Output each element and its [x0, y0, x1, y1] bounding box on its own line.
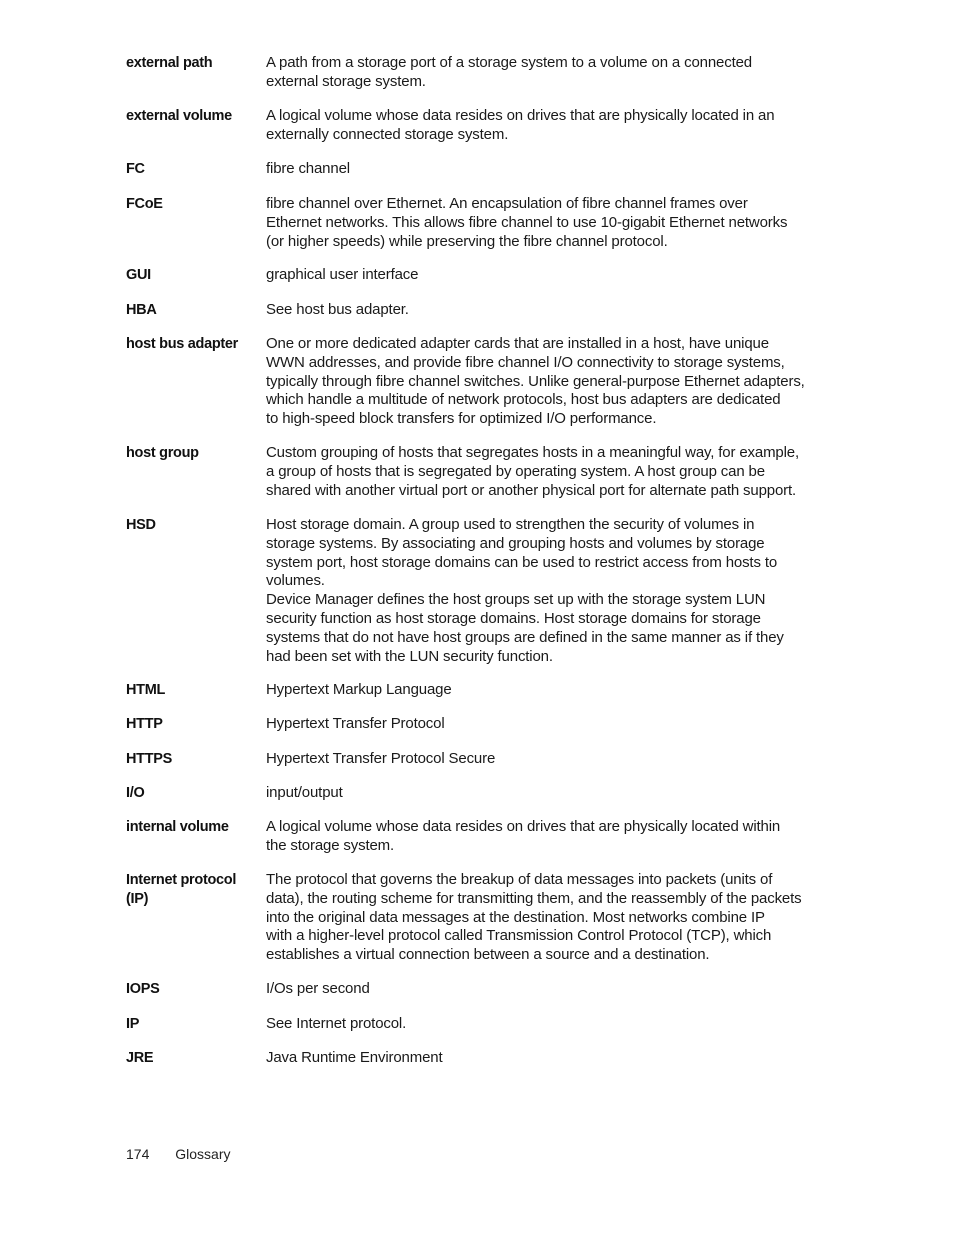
- definition-line: typically through fibre channel switches. Unlike general-purpose Ethernet adapters,: [266, 372, 805, 390]
- definition-line: Host storage domain. A group used to strengthen the security of volumes in: [266, 516, 755, 533]
- glossary-term-line: HBA: [126, 302, 157, 318]
- glossary-term-line: Internet protocol: [126, 872, 237, 888]
- glossary-term-line: HTTPS: [126, 751, 173, 767]
- definition-line: which handle a multitude of network protocols, host bus adapters are dedicated: [266, 391, 781, 409]
- glossary-definition: [266, 107, 806, 145]
- glossary-term: [126, 160, 256, 179]
- glossary-term: [126, 681, 256, 700]
- glossary-definition: [266, 444, 806, 500]
- definition-line: external storage system.: [266, 72, 426, 90]
- glossary-term: [126, 195, 256, 214]
- glossary-definition: [266, 818, 806, 856]
- glossary-term: [126, 715, 256, 734]
- glossary-definition: [266, 195, 806, 251]
- glossary-term: [126, 266, 256, 285]
- definition-line: A logical volume whose data resides on drives that are physically located within: [266, 818, 781, 835]
- glossary-term-line: I/O: [126, 785, 145, 801]
- glossary-definition: [266, 784, 806, 803]
- glossary-term-line: HSD: [126, 517, 156, 533]
- page-number: 174: [126, 1146, 150, 1162]
- definition-line: a group of hosts that is segregated by operating system. A host group can be: [266, 462, 765, 480]
- definition-line: the storage system.: [266, 836, 395, 854]
- definition-line: to high-speed block transfers for optimized I/O performance.: [266, 410, 657, 428]
- glossary-definition: [266, 681, 806, 700]
- glossary-term-line: external volume: [126, 108, 232, 124]
- definition-line: had been set with the LUN security function.: [266, 647, 553, 665]
- definition-line: system port, host storage domains can be used to restrict access from hosts to: [266, 553, 778, 571]
- definition-line: Device Manager defines the host groups set up with the storage system LUN: [266, 591, 766, 609]
- glossary-definition: [266, 980, 806, 999]
- page-footer: [126, 1145, 230, 1163]
- glossary-term-line: HTML: [126, 682, 166, 698]
- definition-line: systems that do not have host groups are defined in the same manner as if they: [266, 628, 784, 646]
- definition-line: shared with another virtual port or another physical port for alternate path support.: [266, 481, 797, 499]
- glossary-term-line: (IP): [126, 890, 149, 907]
- definition-line: I/Os per second: [266, 980, 370, 997]
- glossary-term: [126, 1049, 256, 1068]
- glossary-term-line: GUI: [126, 267, 151, 283]
- definition-line: See Internet protocol.: [266, 1015, 407, 1032]
- glossary-term-line: HTTP: [126, 716, 163, 732]
- definition-line: A logical volume whose data resides on drives that are physically located in an: [266, 107, 775, 124]
- definition-line: fibre channel over Ethernet. An encapsulation of fibre channel frames over: [266, 195, 748, 212]
- glossary-term-line: IOPS: [126, 981, 160, 997]
- glossary-term: [126, 54, 256, 73]
- glossary-definition: [266, 516, 806, 666]
- glossary-term: [126, 871, 256, 909]
- glossary-term-line: IP: [126, 1016, 140, 1032]
- glossary-term-line: external path: [126, 55, 213, 71]
- glossary-definition: [266, 266, 806, 285]
- glossary-term: [126, 444, 256, 463]
- glossary-term: [126, 1015, 256, 1034]
- glossary-term-line: host group: [126, 445, 199, 461]
- definition-line: data), the routing scheme for transmitting them, and the reassembly of the packets: [266, 889, 802, 907]
- footer-section-name: Glossary: [175, 1146, 231, 1162]
- glossary-term: [126, 301, 256, 320]
- definition-line: volumes.: [266, 572, 325, 590]
- glossary-definition: [266, 160, 806, 179]
- definition-line: into the original data messages at the destination. Most networks combine IP: [266, 908, 765, 926]
- glossary-definition: [266, 1049, 806, 1068]
- glossary-term-line: FCoE: [126, 196, 163, 212]
- definition-line: WWN addresses, and provide fibre channel I/O connectivity to storage systems,: [266, 353, 785, 371]
- definition-line: (or higher speeds) while preserving the fibre channel protocol.: [266, 232, 668, 250]
- glossary-term-line: FC: [126, 161, 145, 177]
- definition-line: Hypertext Transfer Protocol: [266, 715, 445, 732]
- glossary-term-line: internal volume: [126, 819, 229, 835]
- glossary-term-line: host bus adapter: [126, 336, 239, 352]
- glossary-term: [126, 107, 256, 126]
- definition-line: security function as host storage domains. Host storage domains for storage: [266, 609, 761, 627]
- definition-line: Hypertext Transfer Protocol Secure: [266, 750, 496, 767]
- definition-line: input/output: [266, 784, 343, 801]
- glossary-term: [126, 516, 256, 535]
- glossary-term: [126, 750, 256, 769]
- definition-line: See host bus adapter.: [266, 301, 409, 318]
- definition-line: Ethernet networks. This allows fibre channel to use 10-gigabit Ethernet networks: [266, 213, 788, 231]
- definition-line: The protocol that governs the breakup of data messages into packets (units of: [266, 871, 773, 888]
- glossary-term-line: JRE: [126, 1050, 154, 1066]
- glossary-term: [126, 980, 256, 999]
- definition-line: establishes a virtual connection between a source and a destination.: [266, 946, 710, 964]
- definition-line: Hypertext Markup Language: [266, 681, 452, 698]
- glossary-definition: [266, 335, 806, 429]
- definition-line: externally connected storage system.: [266, 125, 509, 143]
- glossary-definition: [266, 1015, 806, 1034]
- definition-line: One or more dedicated adapter cards that are installed in a host, have unique: [266, 335, 769, 352]
- definition-line: with a higher-level protocol called Transmission Control Protocol (TCP), which: [266, 927, 772, 945]
- glossary-definition: [266, 750, 806, 769]
- definition-line: Custom grouping of hosts that segregates hosts in a meaningful way, for example,: [266, 444, 800, 461]
- glossary-term: [126, 335, 256, 354]
- glossary-definition: [266, 301, 806, 320]
- definition-line: storage systems. By associating and grouping hosts and volumes by storage: [266, 534, 765, 552]
- glossary-definition: [266, 54, 806, 92]
- definition-line: A path from a storage port of a storage system to a volume on a connected: [266, 54, 752, 71]
- definition-line: Java Runtime Environment: [266, 1049, 443, 1066]
- glossary-term: [126, 784, 256, 803]
- glossary-term: [126, 818, 256, 837]
- definition-line: fibre channel: [266, 160, 350, 177]
- glossary-definition: [266, 871, 806, 965]
- glossary-definition: [266, 715, 806, 734]
- definition-line: graphical user interface: [266, 266, 419, 283]
